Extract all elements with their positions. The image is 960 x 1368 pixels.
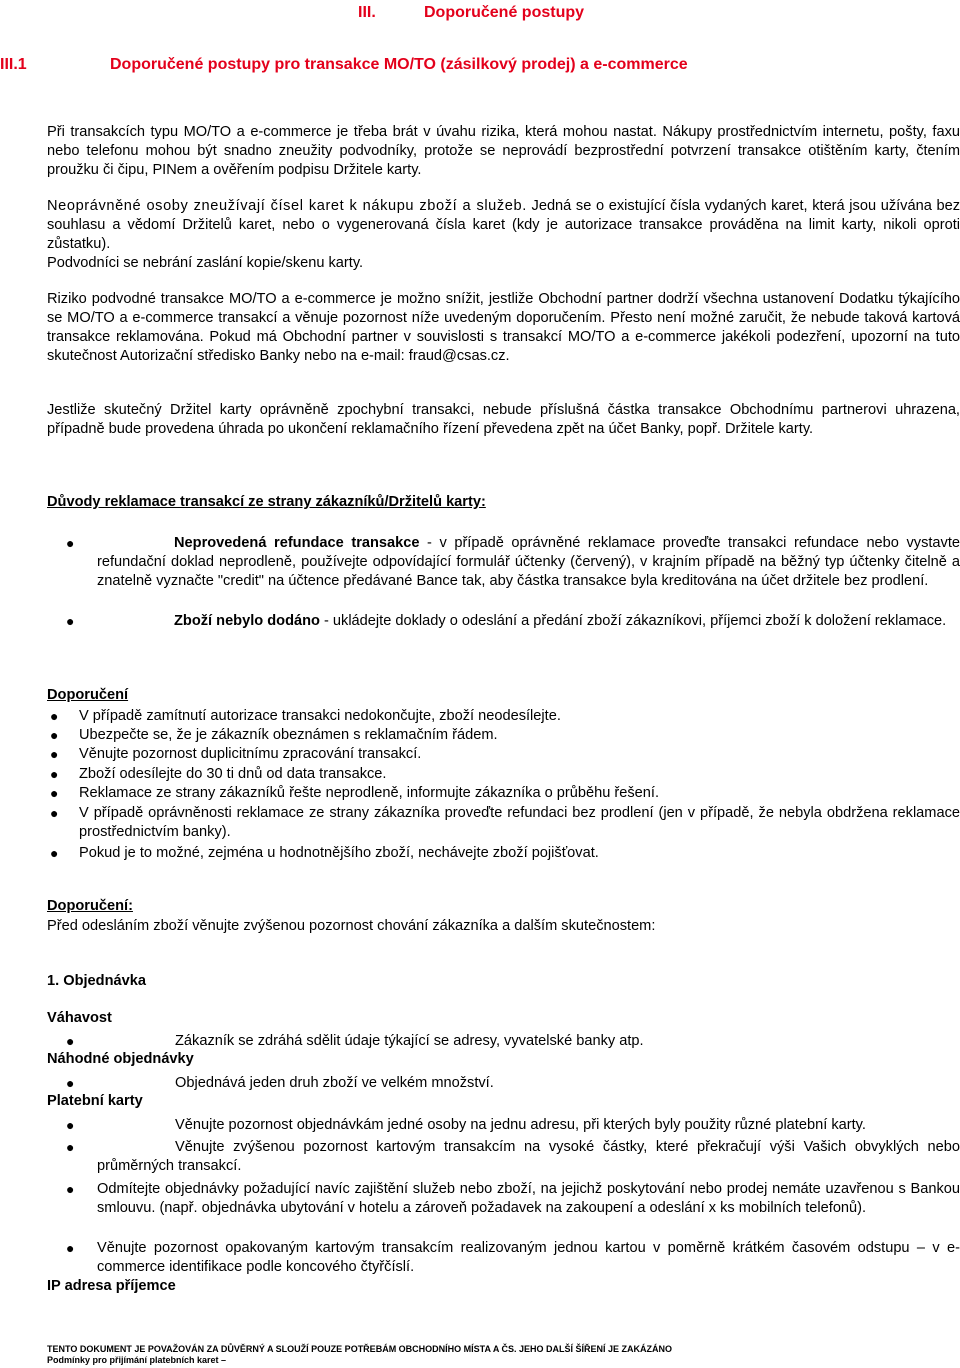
payment-cards-title: Platební karty: [47, 1093, 143, 1109]
fraud-paragraph: [47, 197, 960, 254]
payment-cards-item: Věnujte pozornost opakovaným kartovým transakcím realizovaným jednou kartou v poměrně krátkém časovém odstupu – v e-commerce identifikace podle koncového čtyřčíslí.: [97, 1240, 960, 1275]
heading-title: Doporučené postupy: [424, 4, 585, 21]
bullet-icon: ●: [66, 1181, 75, 1197]
random-orders-title: Náhodné objednávky: [47, 1051, 194, 1067]
rec-item: Reklamace ze strany zákazníků řešte neprodleně, informujte zákazníka o průběhu řešení.: [79, 785, 660, 801]
section-order-title: 1. Objednávka: [47, 973, 146, 989]
intro-paragraph: Při transakcích typu MO/TO a e-commerce je třeba brát v úvahu rizika, která mohou nastat. Nákupy prostřednictvím internetu, pošty, faxu nebo telefonu mohou být snadno zneužity podvodníky, protože se neprovádí bezprostřední potvrzení transakce otištěním karty, čtením proužku či čipu, PINem a ověřením podpisu Držitele karty.: [47, 124, 960, 178]
bullet-icon: ●: [50, 708, 59, 724]
bullet-icon: ●: [50, 845, 59, 861]
rec-item: V případě zamítnutí autorizace transakci nedokončujte, zboží neodesílejte.: [79, 708, 561, 724]
bullet-icon: ●: [66, 1240, 75, 1256]
ip-address-title: IP adresa příjemce: [47, 1278, 176, 1294]
rec-item: Věnujte pozornost duplicitnímu zpracování transakcí.: [79, 746, 422, 762]
risk-paragraph: [47, 290, 960, 366]
bullet-icon: ●: [66, 1075, 75, 1091]
fraud-note: Podvodníci se nebrání zaslání kopie/skenu karty.: [47, 255, 364, 271]
bullet-icon: ●: [50, 746, 59, 762]
payment-cards-item: Odmítejte objednávky požadující navíc zajištění služeb nebo zboží, na jejichž poskytování nebo prodej nemáte uzavřenou s Bankou smlouvu. (např. objednávka ubytování v hotelu a zároveň požadavek na zakoupení a odeslání x ks mobilních telefonů).: [97, 1181, 960, 1216]
recommendations-title: Doporučení: [47, 687, 129, 703]
reason-item: Neprovedená refundace transakce - v případě oprávněné reklamace proveďte transakci refundace nebo vystavte refundační doklad neprodleně, používejte odpovídající formulář účtenky (červený), v krajním případě na běžný typ účtenky čitelně a znatelně vyznačte "credit" na účtence předávané Bance tak, aby částka transakce byla kreditována na účet držitele bez prodlení.: [97, 535, 960, 589]
risk-text: Riziko podvodné transakce MO/TO a e-commerce je možno snížit, jestliže Obchodní partner dodrží všechna ustanovení Dodatku týkajícího se MO/TO a e-commerce transakcí a věnuje pozornost níže uvedeným doporučením. Přesto není možné zaručit, že nebude taková kartová transakce reklamována.: [47, 291, 960, 345]
bullet-icon: ●: [66, 1033, 75, 1049]
payment-cards-item: Věnujte zvýšenou pozornost kartovým transakcím na vysoké částky, které překračují výši Vašich obvyklých nebo průměrných transakcí.: [97, 1139, 960, 1174]
bullet-icon: ●: [66, 1139, 75, 1155]
rec-item: V případě oprávněnosti reklamace ze strany zákazníka proveďte refundaci bez prodlení (jen v případě, že nebyla obdržena reklamace prostřednictvím banky).: [79, 805, 960, 840]
bullet-icon: ●: [50, 727, 59, 743]
rec-item: Zboží odesílejte do 30 ti dnů od data transakce.: [79, 766, 387, 782]
recommendations-2-title: Doporučení:: [47, 898, 133, 914]
bullet-icon: ●: [50, 805, 59, 821]
bullet-icon: ●: [50, 785, 59, 801]
rec-item: Pokud je to možné, zejména u hodnotnějšího zboží, nechávejte zboží pojišťovat.: [79, 845, 599, 861]
risk-contact: Pokud má Obchodní partner v souvislosti s transakcí MO/TO a e-commerce jakékoli podezření, upozorní na tuto skutečnost Autorizační středisko Banky nebo na e-mail: fraud@csas.cz.: [47, 329, 960, 364]
footer-doc-title: Podmínky pro přijímání platebních karet –: [47, 1355, 227, 1365]
recommendations-2-text: Před odesláním zboží věnujte zvýšenou pozornost chování zákazníka a dalším skutečnostem:: [47, 918, 656, 934]
reasons-title: Důvody reklamace transakcí ze strany zákazníků/Držitelů karty:: [47, 494, 486, 510]
hesitation-item: Zákazník se zdráhá sdělit údaje týkající se adresy, vyvatelské banky atp.: [175, 1033, 644, 1049]
bullet-icon: ●: [66, 535, 75, 551]
random-orders-item: Objednává jeden druh zboží ve velkém množství.: [175, 1075, 494, 1091]
bullet-icon: ●: [66, 1117, 75, 1133]
hesitation-title: Váhavost: [47, 1010, 112, 1026]
fraud-lead: Neoprávněné osoby zneužívají čísel karet k nákupu zboží a služeb.: [47, 198, 527, 214]
fraud-detail: Jedná se o existující čísla vydaných karet, která jsou užívána bez souhlasu a vědomí Držitelů karet, nebo o vygenerovaná čísla karet (kdy je autorizace transakce prováděna na limit karty, nikoli oproti zůstatku).: [47, 198, 960, 252]
dispute-paragraph: Jestliže skutečný Držitel karty oprávněně zpochybní transakci, nebude příslušná částka transakce Obchodnímu partnerovi uhrazena, případně bude provedena úhrada po ukončení reklamačního řízení převedena zpět na účet Banky, popř. Držitele karty.: [47, 402, 960, 437]
payment-cards-item: Věnujte pozornost objednávkám jedné osoby na jednu adresu, při kterých byly použity různé platební karty.: [175, 1117, 866, 1133]
subheading-title: Doporučené postupy pro transakce MO/TO (zásilkový prodej) a e-commerce: [110, 56, 688, 73]
footer-confidential: TENTO DOKUMENT JE POVAŽOVÁN ZA DŮVĚRNÝ A SLOUŽÍ POUZE POTŘEBÁM OBCHODNÍHO MÍSTA A ČS. JEHO DALŠÍ ŠÍŘENÍ JE ZAKÁZÁNO: [47, 1344, 673, 1354]
bullet-icon: ●: [50, 766, 59, 782]
rec-item: Ubezpečte se, že je zákazník obeznámen s reklamačním řádem.: [79, 727, 498, 743]
bullet-icon: ●: [66, 613, 75, 629]
subheading-number: III.1: [0, 56, 27, 73]
reason-item: Zboží nebylo dodáno - ukládejte doklady o odeslání a předání zboží zákazníkovi, příjemci zboží k doložení reklamace.: [174, 613, 947, 629]
heading-number: III.: [358, 4, 376, 21]
